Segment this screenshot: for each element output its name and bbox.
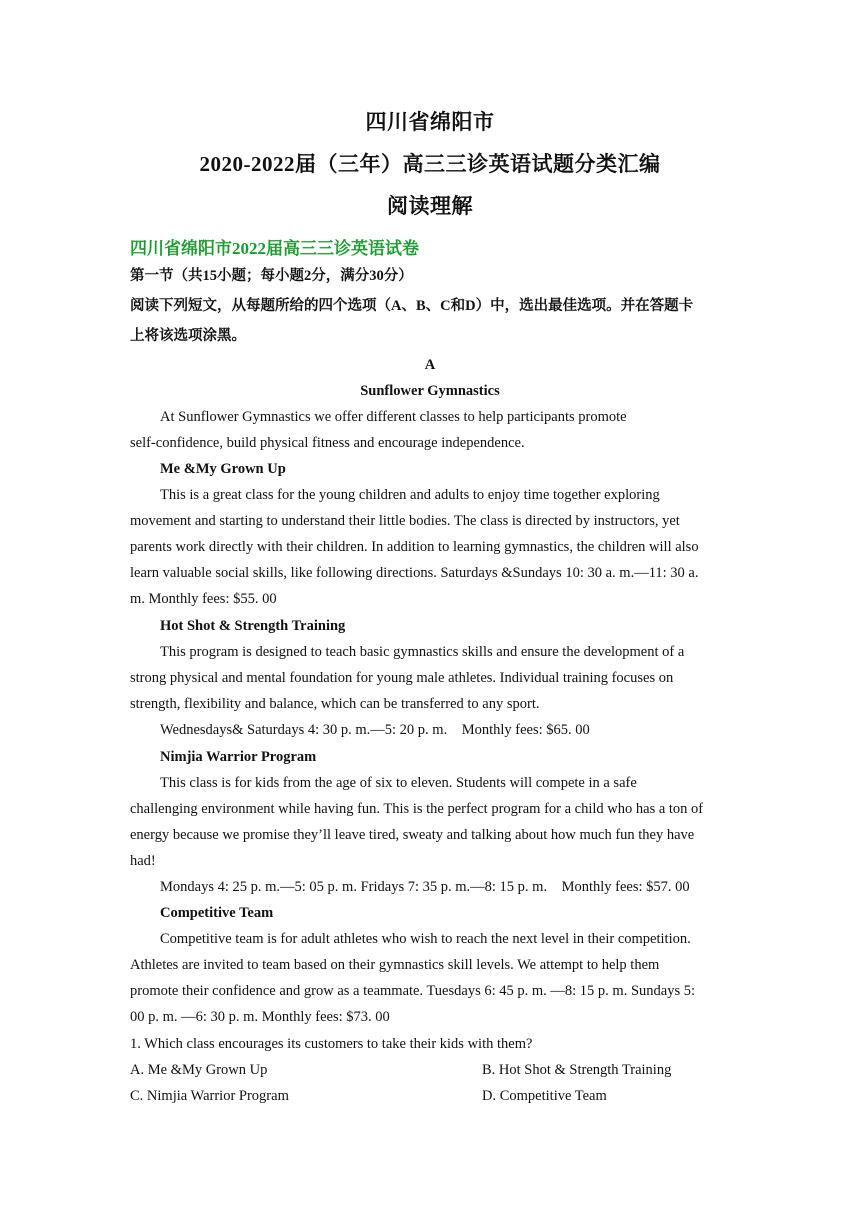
class-schedule-line: Mondays 4: 25 p. m.—5: 05 p. m. Fridays 7: 35 p. m.—8: 15 p. m. Monthly fees: $57. 00 (160, 879, 690, 895)
document-title-line-1: 四川省绵阳市 (365, 110, 495, 134)
class-text-line: movement and starting to understand their little bodies. The class is directed by instructors, yet (130, 513, 680, 529)
intro-line-1: At Sunflower Gymnastics we offer different classes to help participants promote (160, 409, 627, 425)
document-title-line-3: 阅读理解 (387, 194, 473, 218)
instruction-line-1: 阅读下列短文，从每题所给的四个选项（A、B、C和D）中，选出最佳选项。并在答题卡 (130, 298, 694, 314)
class-heading-competitive-team: Competitive Team (160, 905, 274, 921)
part-label: 第一节（共15小题；每小题2分，满分30分） (130, 268, 413, 284)
class-text-line: challenging environment while having fun. This is the perfect program for a child who has a ton of (130, 801, 704, 817)
class-schedule-line: Wednesdays& Saturdays 4: 30 p. m.—5: 20 p. m. Monthly fees: $65. 00 (160, 722, 590, 738)
class-heading-hot-shot: Hot Shot & Strength Training (160, 618, 346, 634)
class-heading-me-my-grown-up: Me &My Grown Up (160, 461, 286, 477)
class-heading-nimjia-warrior: Nimjia Warrior Program (160, 749, 317, 765)
option-a: A. Me &My Grown Up (130, 1062, 268, 1078)
class-text-line: This class is for kids from the age of six to eleven. Students will compete in a safe (160, 775, 637, 791)
passage-letter: A (424, 357, 436, 373)
passage-title: Sunflower Gymnastics (360, 383, 500, 399)
class-text-line: promote their confidence and grow as a teammate. Tuesdays 6: 45 p. m. —8: 15 p. m. Sundays 5: (130, 983, 696, 999)
class-text-line: parents work directly with their children. In addition to learning gymnastics, the children will also (130, 539, 699, 555)
class-text-line: This is a great class for the young children and adults to enjoy time together exploring (160, 487, 660, 503)
option-b: B. Hot Shot & Strength Training (482, 1062, 672, 1078)
option-d: D. Competitive Team (482, 1088, 607, 1104)
document-title-line-2: 2020-2022届（三年）高三三诊英语试题分类汇编 (199, 152, 661, 176)
class-text-line: Competitive team is for adult athletes who wish to reach the next level in their competition. (160, 931, 691, 947)
class-text-line: learn valuable social skills, like following directions. Saturdays &Sundays 10: 30 a. m.—11: 30 a. (130, 565, 699, 581)
option-c: C. Nimjia Warrior Program (130, 1088, 289, 1104)
class-text-line: m. Monthly fees: $55. 00 (130, 591, 277, 607)
question-stem: 1. Which class encourages its customers to take their kids with them? (130, 1036, 533, 1052)
instruction-line-2: 上将该选项涂黑。 (130, 328, 246, 344)
intro-line-2: self-confidence, build physical fitness and encourage independence. (130, 435, 525, 451)
class-text-line: strength, flexibility and balance, which can be transferred to any sport. (130, 696, 540, 712)
class-text-line: 00 p. m. —6: 30 p. m. Monthly fees: $73. 00 (130, 1009, 390, 1025)
class-text-line: Athletes are invited to team based on their gymnastics skill levels. We attempt to help them (130, 957, 660, 973)
class-text-line: strong physical and mental foundation for young male athletes. Individual training focuses on (130, 670, 674, 686)
class-text-line: had! (130, 853, 156, 869)
exam-section-heading: 四川省绵阳市2022届高三三诊英语试卷 (130, 239, 419, 258)
class-text-line: energy because we promise they’ll leave tired, sweaty and talking about how much fun they have (130, 827, 695, 843)
class-text-line: This program is designed to teach basic gymnastics skills and ensure the development of a (160, 644, 685, 660)
